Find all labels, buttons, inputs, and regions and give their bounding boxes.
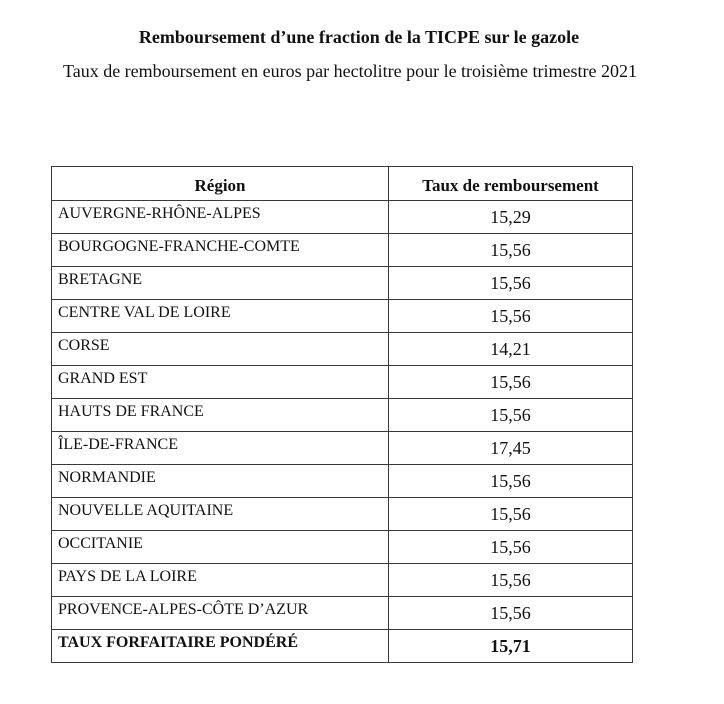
table-row <box>52 201 633 234</box>
header-region: Région <box>52 167 389 201</box>
rate-cell: 15,56 <box>389 531 633 564</box>
region-cell: HAUTS DE FRANCE <box>52 399 389 432</box>
document-subtitle: Taux de remboursement en euros par hectolitre pour le troisième trimestre 2021 <box>62 61 638 81</box>
table-row <box>52 498 633 531</box>
table-row <box>52 300 633 333</box>
region-cell: PROVENCE-ALPES-CÔTE D’AZUR <box>52 597 389 630</box>
region-cell: OCCITANIE <box>52 531 389 564</box>
region-cell: NORMANDIE <box>52 465 389 498</box>
rate-cell: 15,56 <box>389 597 633 630</box>
region-cell: GRAND EST <box>52 366 389 399</box>
region-cell: CENTRE VAL DE LOIRE <box>52 300 389 333</box>
table-row <box>52 531 633 564</box>
rate-cell: 15,56 <box>389 465 633 498</box>
rate-cell: 17,45 <box>389 432 633 465</box>
rate-cell: 14,21 <box>389 333 633 366</box>
region-cell: NOUVELLE AQUITAINE <box>52 498 389 531</box>
table-row <box>52 564 633 597</box>
rate-cell: 15,56 <box>389 300 633 333</box>
table-row <box>52 333 633 366</box>
total-row <box>52 630 633 663</box>
table-row <box>52 465 633 498</box>
table-header-row <box>52 167 633 201</box>
rate-cell: 15,56 <box>389 564 633 597</box>
region-cell: CORSE <box>52 333 389 366</box>
header-rate: Taux de remboursement <box>389 167 633 201</box>
rate-cell: 15,56 <box>389 399 633 432</box>
rate-cell: 15,56 <box>389 498 633 531</box>
document-title: Remboursement d’une fraction de la TICPE sur le gazole <box>138 27 580 47</box>
total-label: TAUX FORFAITAIRE PONDÉRÉ <box>52 630 389 663</box>
rate-cell: 15,56 <box>389 267 633 300</box>
table-row <box>52 399 633 432</box>
region-cell: AUVERGNE-RHÔNE-ALPES <box>52 201 389 234</box>
table-row <box>52 366 633 399</box>
table-row <box>52 432 633 465</box>
table-row <box>52 267 633 300</box>
table-row <box>52 597 633 630</box>
rate-cell: 15,29 <box>389 201 633 234</box>
region-cell: ÎLE-DE-FRANCE <box>52 432 389 465</box>
table-row <box>52 234 633 267</box>
rate-cell: 15,56 <box>389 234 633 267</box>
rate-cell: 15,56 <box>389 366 633 399</box>
region-cell: PAYS DE LA LOIRE <box>52 564 389 597</box>
region-cell: BOURGOGNE-FRANCHE-COMTE <box>52 234 389 267</box>
region-cell: BRETAGNE <box>52 267 389 300</box>
total-rate: 15,71 <box>389 630 633 663</box>
rates-table <box>51 166 633 663</box>
